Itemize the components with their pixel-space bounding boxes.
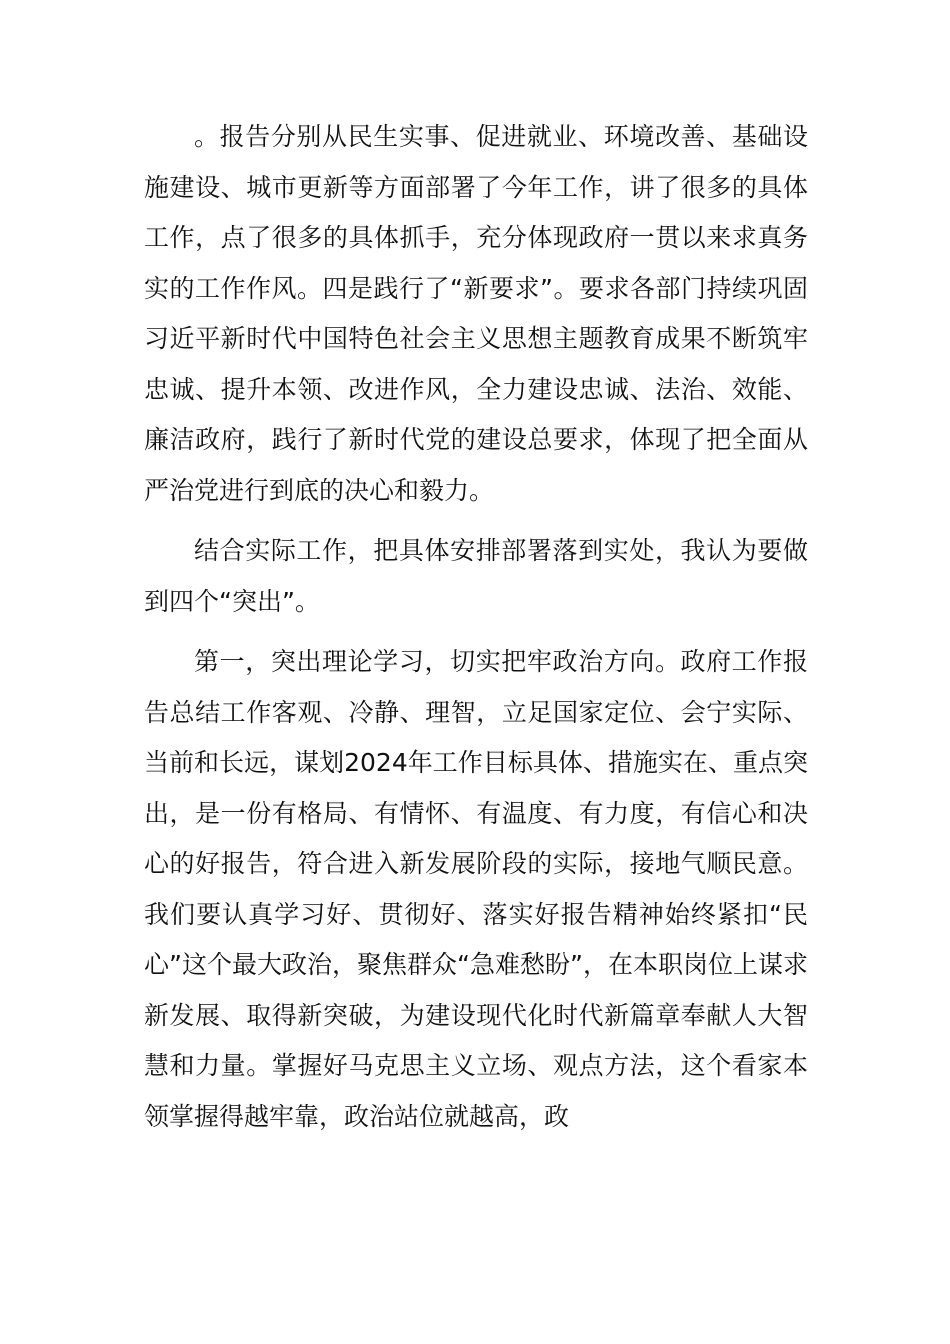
paragraph-3: 第一，突出理论学习，切实把牢政治方向。政府工作报告总结工作客观、冷静、理智，立足国家定位、会宁实际、当前和长远，谋划2024年工作目标具体、措施实在、重点突出，是一份有格局、有情怀、有温度、有力度，有信心和决心的好报告，符合进入新发展阶段的实际，接地气顺民意。我们要认真学习好、贯彻好、落实好报告精神始终紧扣“民心”这个最大政治，聚焦群众“急难愁盼”，在本职岗位上谋求新发展、取得新突破，为建设现代化时代新篇章奉献人大智慧和力量。掌握好马克思主义立场、观点方法，这个看家本领掌握得越牢靠，政治站位就越高，政 xyxy=(144,647,808,1131)
paragraph-2: 结合实际工作，把具体安排部署落到实处，我认为要做到四个“突出”。 xyxy=(144,536,808,616)
document-body xyxy=(144,112,808,1142)
paragraph-1: 。报告分别从民生实事、促进就业、环境改善、基础设施建设、城市更新等方面部署了今年工作，讲了很多的具体工作，点了很多的具体抓手，充分体现政府一贯以来求真务实的工作作风。四是践行了“新要求”。要求各部门持续巩固习近平新时代中国特色社会主义思想主题教育成果不断筑牢忠诚、提升本领、改进作风，全力建设忠诚、法治、效能、廉洁政府，践行了新时代党的建设总要求，体现了把全面从严治党进行到底的决心和毅力。 xyxy=(144,122,808,505)
